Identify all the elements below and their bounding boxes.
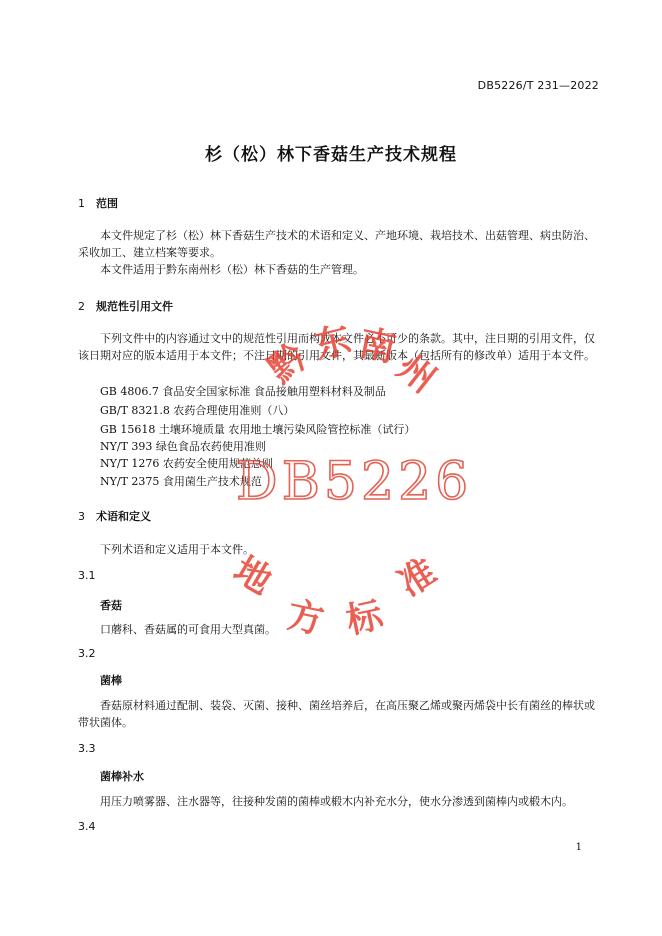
reference-item: GB 4806.7 食品安全国家标准 食品接触用塑料材料及制品	[100, 385, 386, 398]
paragraph: 下列文件中的内容通过文中的规范性引用而构成本文件必不可少的条款。其中，注日期的引用文件，仅该日期对应的版本适用于本文件；不注日期的引用文件，其最新版本（包括所有的修改单）适用于本文件。	[78, 332, 595, 362]
term-name: 香菇	[100, 599, 122, 612]
section-number: 2	[78, 300, 85, 313]
paragraph: 本文件规定了杉（松）林下香菇生产技术的术语和定义、产地环境、栽培技术、出菇管理、病虫防治、采收加工、建立档案等要求。	[78, 229, 595, 259]
section-title: 范围	[96, 197, 118, 210]
section-heading-terms-definitions	[78, 508, 151, 524]
term-number: 3.2	[78, 647, 96, 660]
section-heading-scope	[78, 195, 118, 211]
term-number: 3.4	[78, 820, 96, 833]
section-title: 规范性引用文件	[96, 300, 173, 313]
watermark-char: 黔	[261, 336, 315, 392]
reference-item: NY/T 2375 食用菌生产技术规范	[100, 475, 262, 488]
page-number: 1	[575, 842, 582, 853]
term-definition: 用压力喷雾器、注水器等，往接种发菌的菌棒或椴木内补充水分，使水分渗透到菌棒内或椴木内。	[100, 795, 573, 808]
watermark-char: 州	[389, 346, 443, 402]
term-definition: 口蘑科、香菇属的可食用大型真菌。	[100, 623, 276, 636]
term-number: 3.3	[78, 742, 96, 755]
term-name: 菌棒补水	[100, 770, 144, 783]
watermark-char: 标	[342, 594, 387, 643]
watermark-char: 地	[226, 549, 279, 603]
term-name: 菌棒	[100, 674, 122, 687]
watermark-char: 方	[283, 594, 328, 643]
reference-item: NY/T 393 绿色食品农药使用准则	[100, 440, 266, 453]
reference-item: GB 15618 土壤环境质量 农用地土壤污染风险管控标准（试行）	[100, 423, 416, 436]
paragraph: 本文件适用于黔东南州杉（松）林下香菇的生产管理。	[100, 263, 364, 276]
watermark-char: 南	[355, 322, 400, 371]
document-number: DB5226/T 231—2022	[477, 79, 599, 92]
paragraph: 下列术语和定义适用于本文件。	[100, 543, 254, 556]
term-number: 3.1	[78, 569, 96, 582]
reference-item: NY/T 1276 农药安全使用规范总则	[100, 457, 273, 470]
watermark-code: DB5226	[236, 452, 473, 512]
document-title: 杉（松）林下香菇生产技术规程	[205, 145, 457, 165]
section-heading-normative-references	[78, 298, 173, 314]
term-definition: 香菇原材料通过配制、装袋、灭菌、接种、菌丝培养后，在高压聚乙烯或聚丙烯袋中长有菌丝的棒状或带状菌体。	[78, 699, 595, 729]
watermark-char: 东	[310, 319, 356, 368]
section-number: 3	[78, 510, 85, 523]
watermark-char: 准	[391, 551, 444, 605]
reference-item: GB/T 8321.8 农药合理使用准则（八）	[100, 404, 295, 417]
section-title: 术语和定义	[96, 510, 151, 523]
section-number: 1	[78, 197, 85, 210]
